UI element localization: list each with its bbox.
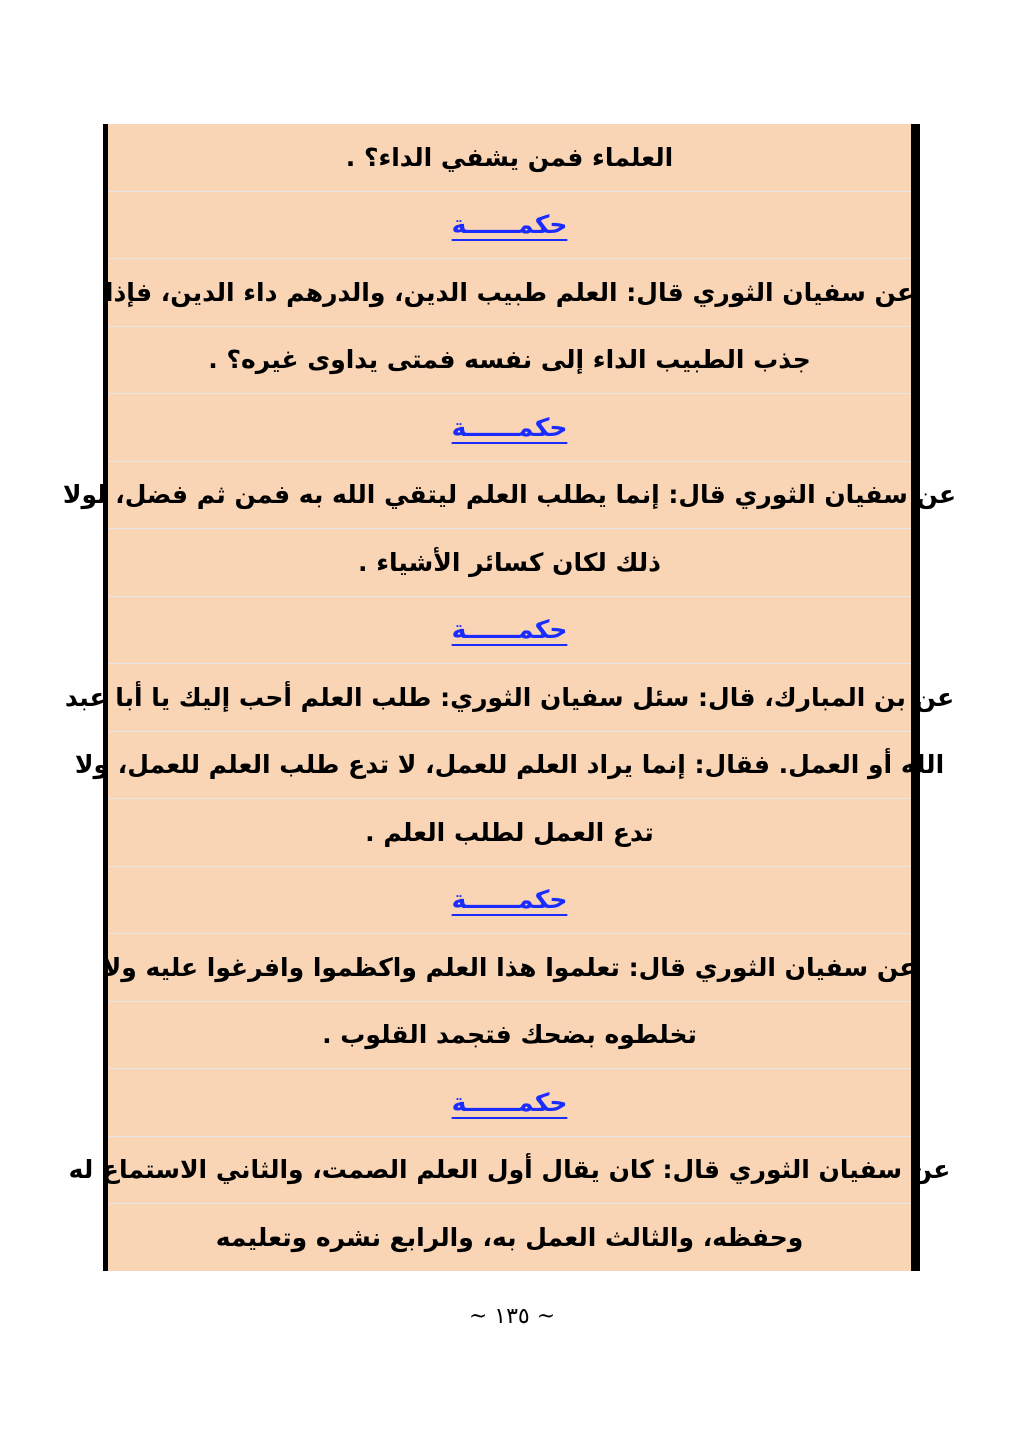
page-number: ~ ١٣٥ ~	[468, 1304, 556, 1329]
text-line: وحفظه، والثالث العمل به، والرابع نشره وتعليمه	[215, 1223, 804, 1253]
text-line: جذب الطبيب الداء إلى نفسه فمتى يداوى غيره؟ .	[108, 327, 911, 395]
text-line: عن سفيان الثوري قال: إنما يطلب العلم ليتقي الله به فمن ثم فضل، لولا	[108, 462, 911, 530]
text-line: عن بن المبارك، قال: سئل سفيان الثوري: طلب العلم أحب إليك يا أبا عبد	[108, 664, 911, 732]
wisdom-heading-link[interactable]: حكمــــــة	[108, 192, 911, 260]
text-line: العلماء فمن يشفي الداء؟ .	[108, 124, 911, 192]
text-line: عن سفيان الثوري قال: العلم طبيب الدين، والدرهم داء الدين، فإذا	[108, 259, 911, 327]
text-line: تخلطوه بضحك فتجمد القلوب .	[108, 1002, 911, 1070]
text-line: عن سفيان الثوري قال: كان يقال أول العلم الصمت، والثاني الاستماع له	[108, 1137, 911, 1205]
wisdom-heading-link[interactable]: حكمــــــة	[108, 597, 911, 665]
wisdom-heading-link[interactable]: حكمــــــة	[108, 394, 911, 462]
text-line: تدع العمل لطلب العلم .	[108, 799, 911, 867]
wisdom-heading-link[interactable]: حكمــــــة	[108, 867, 911, 935]
text-panel	[62, 124, 957, 1271]
wisdom-heading-link[interactable]: حكمــــــة	[108, 1069, 911, 1137]
text-line: ذلك لكان كسائر الأشياء .	[108, 529, 911, 597]
text-line: عن سفيان الثوري قال: تعلموا هذا العلم واكظموا وافرغوا عليه ولا	[108, 934, 911, 1002]
text-line: الله أو العمل. فقال: إنما يراد العلم للعمل، لا تدع طلب العلم للعمل، ولا	[108, 732, 911, 800]
